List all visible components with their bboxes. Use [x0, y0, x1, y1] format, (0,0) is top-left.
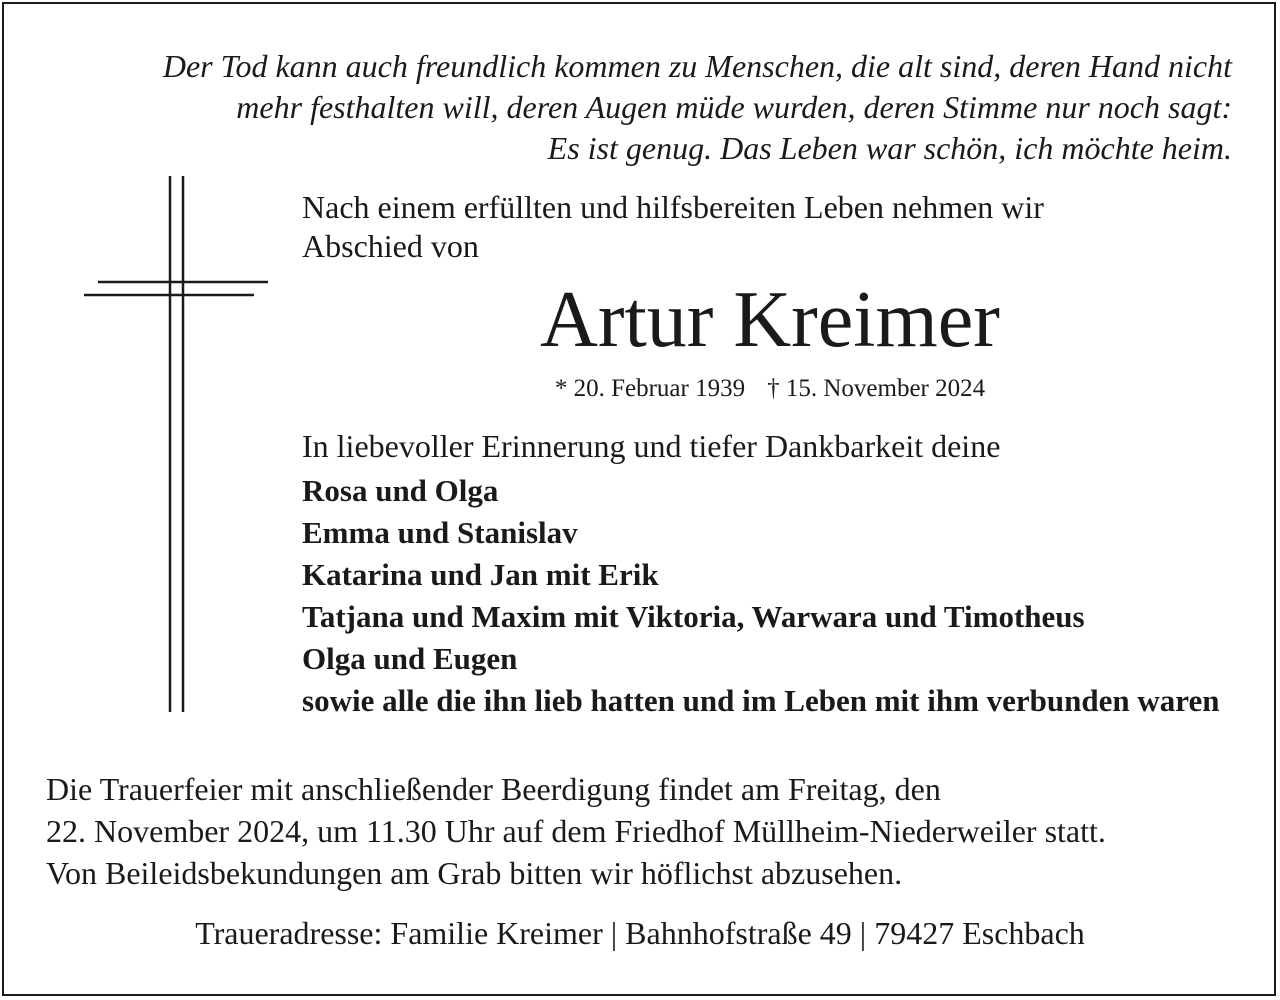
cross-icon — [84, 176, 270, 712]
poem-line: Der Tod kann auch freundlich kommen zu Menschen, die alt sind, deren Hand nicht — [162, 48, 1232, 84]
deceased-name: Artur Kreimer — [540, 276, 1000, 364]
service-line: 22. November 2024, um 11.30 Uhr auf dem Friedhof Müllheim-Niederweiler statt. — [46, 813, 1106, 849]
death-date: † 15. November 2024 — [767, 375, 986, 402]
poem-quote — [32, 46, 1232, 169]
service-line: Von Beileidsbekundungen am Grab bitten wir höflichst abzusehen. — [46, 855, 903, 891]
service-info — [46, 768, 1246, 894]
mourner-entry: Rosa und Olga — [302, 473, 499, 508]
intro-text — [302, 188, 1202, 266]
mourner-entry: Olga und Eugen — [302, 641, 518, 676]
intro-line: Abschied von — [302, 228, 479, 264]
intro-line: Nach einem erfüllten und hilfsbereiten Leben nehmen wir — [302, 189, 1044, 225]
mourner-entry: sowie alle die ihn lieb hatten und im Leben mit ihm verbunden waren — [302, 683, 1220, 718]
birth-date: * 20. Februar 1939 — [554, 375, 746, 402]
mourner-entry: Emma und Stanislav — [302, 515, 578, 550]
mourners-list — [302, 470, 1262, 722]
poem-line: Es ist genug. Das Leben war schön, ich möchte heim. — [547, 130, 1232, 166]
poem-line: mehr festhalten will, deren Augen müde wurden, deren Stimme nur noch sagt: — [236, 89, 1232, 125]
service-line: Die Trauerfeier mit anschließender Beerdigung findet am Freitag, den — [46, 771, 941, 807]
mourner-entry: Tatjana und Maxim mit Viktoria, Warwara und Timotheus — [302, 599, 1085, 634]
mourning-address: Traueradresse: Familie Kreimer | Bahnhofstraße 49 | 79427 Eschbach — [195, 915, 1085, 951]
memory-line: In liebevoller Erinnerung und tiefer Dankbarkeit deine — [302, 428, 1001, 464]
mourner-entry: Katarina und Jan mit Erik — [302, 557, 659, 592]
life-dates — [300, 372, 1240, 406]
